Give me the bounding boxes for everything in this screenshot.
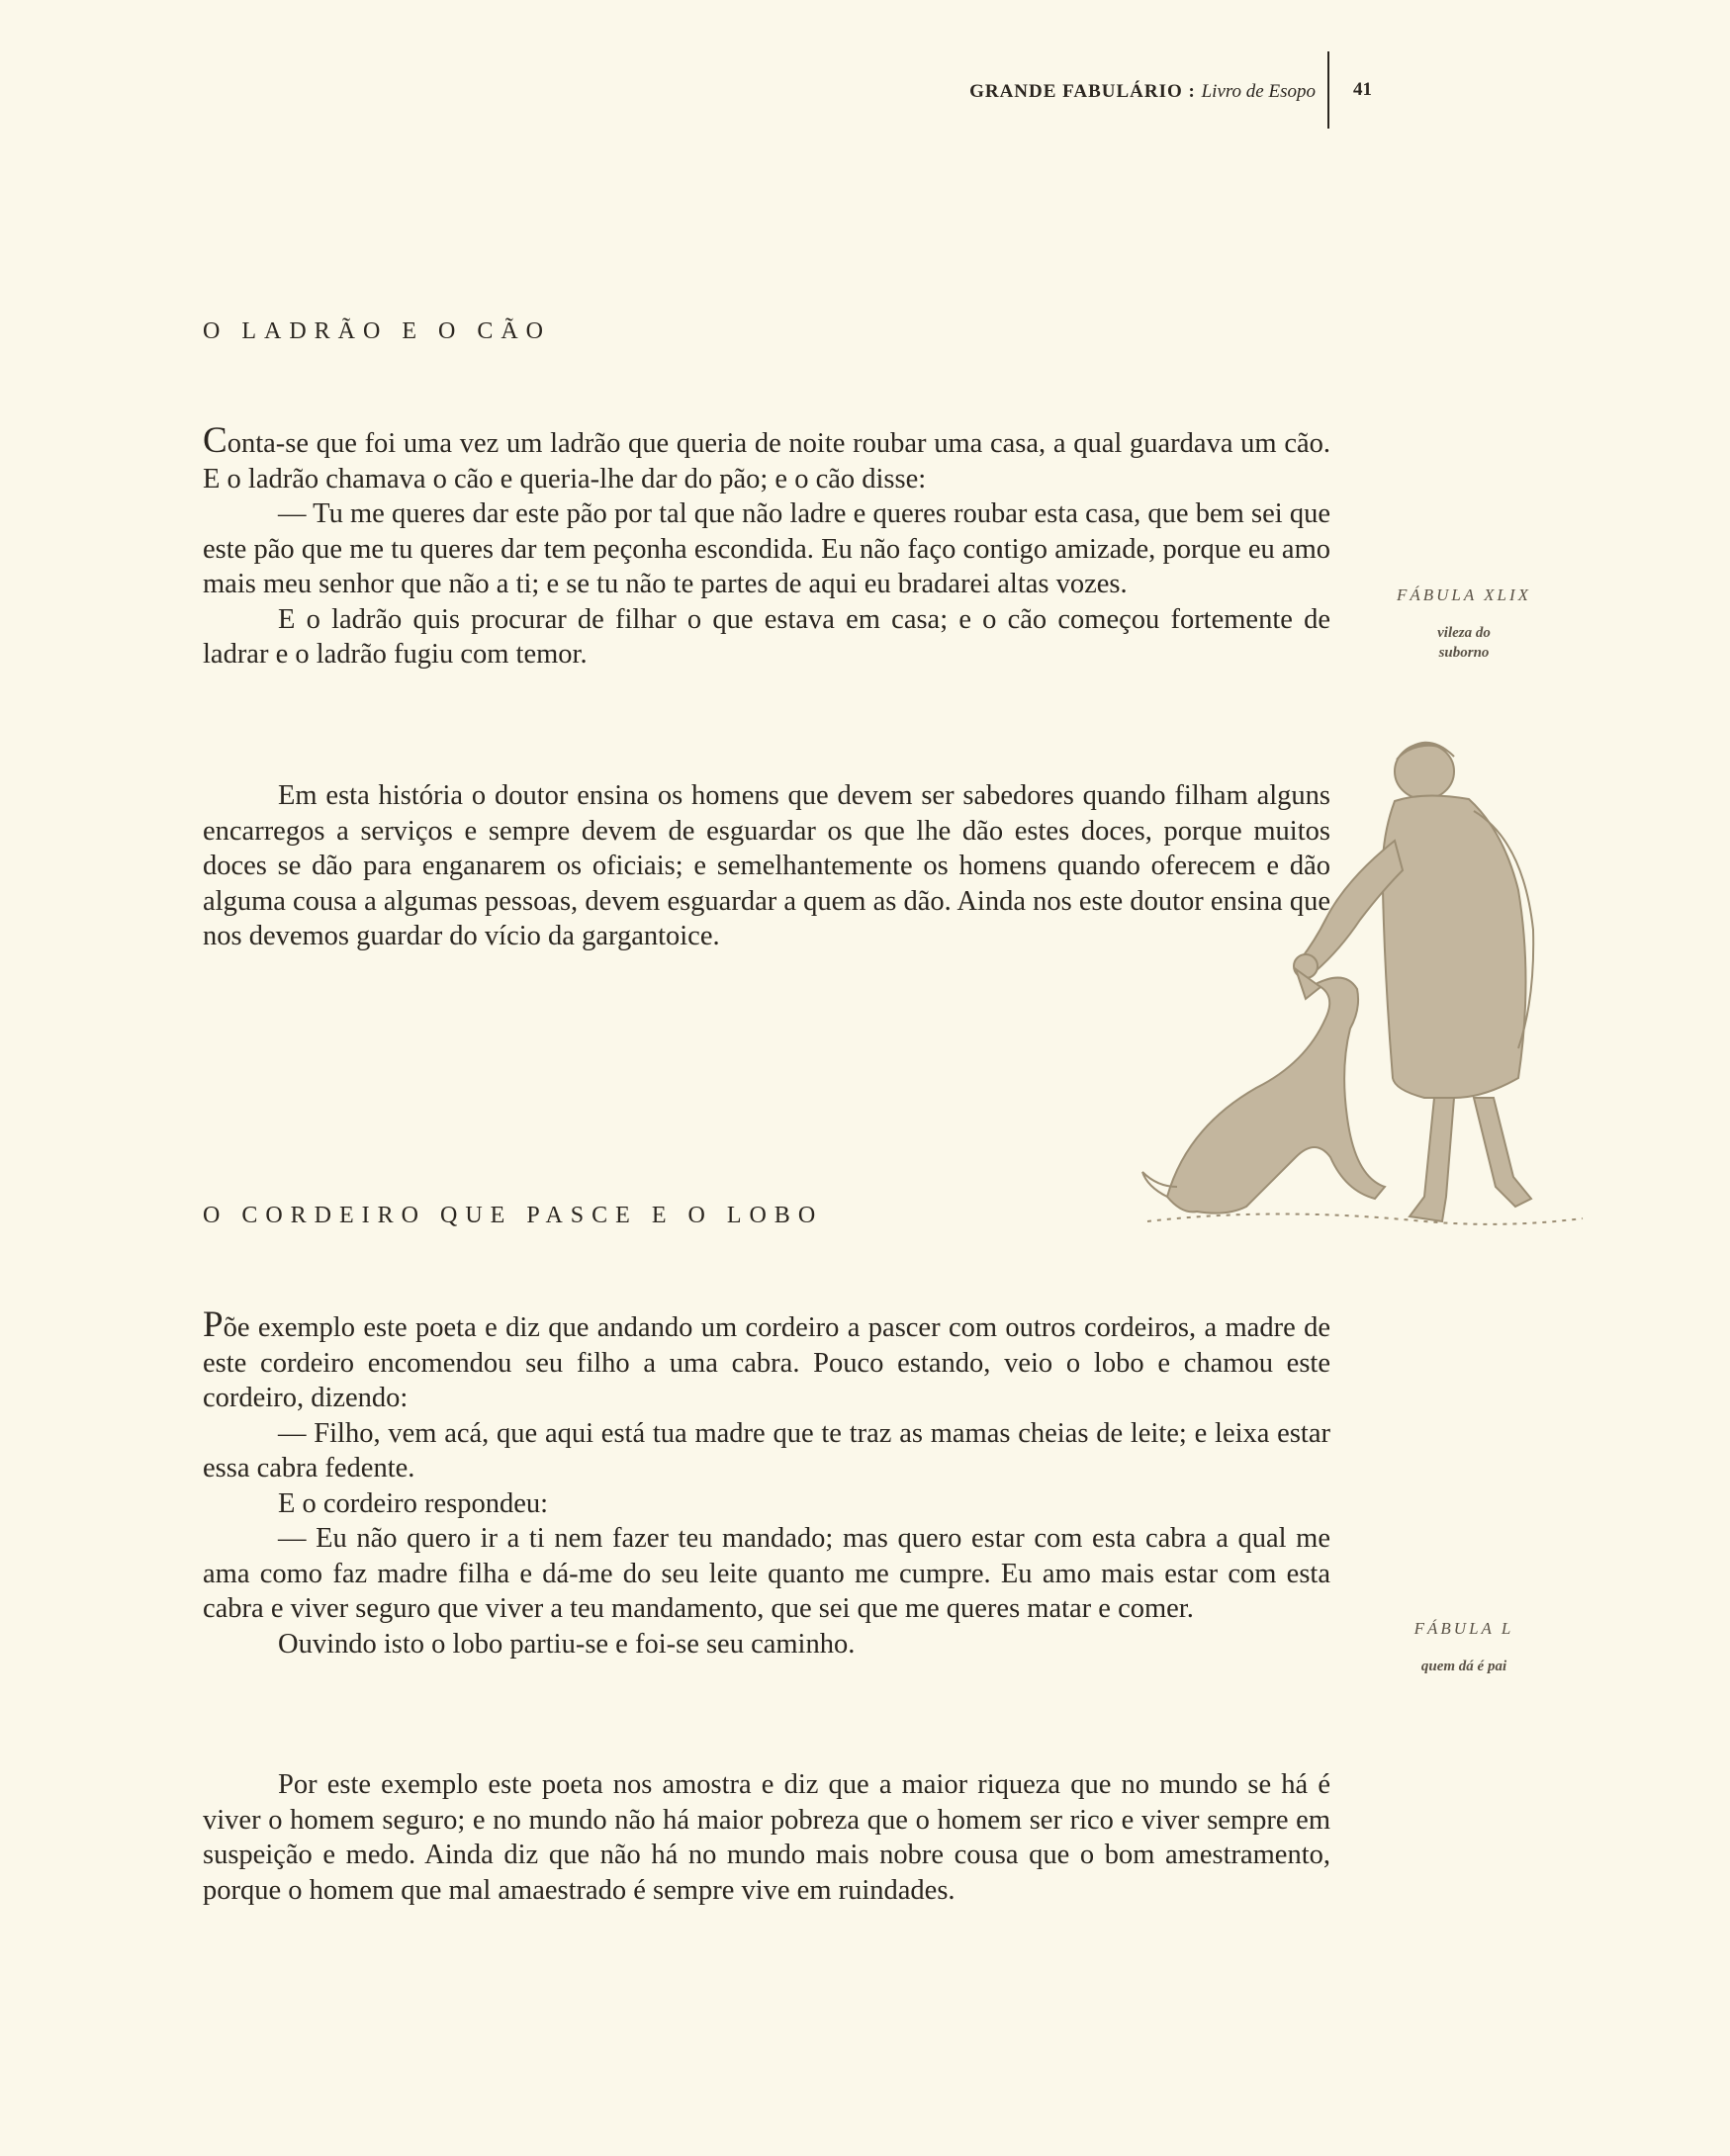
fable-paragraph: E o cordeiro respondeu: — [278, 1487, 549, 1519]
running-header — [851, 81, 1316, 103]
fable-paragraph: — Filho, vem acá, que aqui está tua madre que te traz as mamas cheias de leite; e leixa estar essa cabra fedente. — [203, 1417, 1330, 1483]
running-title: GRANDE FABULÁRIO : — [969, 81, 1196, 102]
fable-title: O LADRÃO E O CÃO — [203, 318, 551, 344]
thief-and-dog-woodcut — [1128, 722, 1602, 1276]
fable-paragraph: — Tu me queres dar este pão por tal que não ladre e queres roubar esta casa, que bem sei que este pão que me tu queres dar tem peçonha escondida. Eu não faço contigo amizade, porque eu amo mais meu senhor que não a ti; e se tu não te partes de aqui eu bradarei altas vozes. — [203, 498, 1330, 599]
moral-paragraph: Por este exemplo este poeta nos amostra e diz que a maior riqueza que no mundo se há é viver o homem seguro; e no mundo não há maior pobreza que o homem ser rico e viver sempre em suspeição e medo. Ainda diz que não há no mundo mais nobre cousa que o bom amestramento, porque o homem que mal amaestrado é sempre vive em ruindades. — [203, 1769, 1330, 1906]
margin-gloss: vileza do suborno — [1437, 625, 1491, 661]
fable-number: FÁBULA XLIX — [1396, 585, 1532, 604]
margin-note — [1365, 585, 1563, 663]
running-book-title: Livro de Esopo — [1201, 81, 1316, 102]
header-divider — [1327, 51, 1329, 129]
fable-paragraph: Ouvindo isto o lobo partiu-se e foi-se seu caminho. — [278, 1628, 856, 1660]
margin-note — [1365, 1619, 1563, 1676]
fable-paragraph: Põe exemplo este poeta e diz que andando um cordeiro a pascer com outros cordeiros, a madre de este cordeiro encomendou seu filho a uma cabra. Pouco estando, veio o lobo e chamou este cordeiro, dizendo: — [203, 1304, 1330, 1413]
fable-title: O CORDEIRO QUE PASCE E O LOBO — [203, 1203, 824, 1228]
drop-cap: C — [203, 420, 228, 461]
margin-gloss: quem dá é pai — [1420, 1659, 1507, 1674]
fable-body — [203, 1304, 1330, 1662]
fable-paragraph: — Eu não quero ir a ti nem fazer teu mandado; mas quero estar com esta cabra a qual me ama como faz madre filha e dá-me do seu leite quanto me cumpre. Eu amo mais estar com esta cabra e viver seguro que viver a teu mandamento, que sei que me queres matar e comer. — [203, 1523, 1330, 1624]
fable-paragraph: E o ladrão quis procurar de filhar o que estava em casa; e o cão começou fortemente de ladrar e o ladrão fugiu com temor. — [203, 603, 1330, 670]
drop-cap: P — [203, 1304, 224, 1345]
fable-body — [203, 420, 1330, 673]
fable-paragraph: Conta-se que foi uma vez um ladrão que queria de noite roubar uma casa, a qual guardava um cão. E o ladrão chamava o cão e queria-lhe dar do pão; e o cão disse: — [203, 420, 1330, 494]
dog-body — [1167, 978, 1385, 1213]
page-number: 41 — [1353, 79, 1372, 100]
fable-moral — [203, 1767, 1330, 1908]
man-leg-right — [1474, 1098, 1531, 1207]
man-leg-left — [1410, 1098, 1454, 1221]
moral-paragraph: Em esta história o doutor ensina os homens que devem ser sabedores quando filham alguns encarregos a serviços e sempre devem de esguardar os que lhe dão estes doces, porque muitos doces se dão para enganarem os oficiais; e semelhantemente os homens quando oferecem e dão alguma cousa a algumas pessoas, devem esguardar a quem as dão. Ainda nos este doutor ensina que nos devemos guardar do vício da gargantoice. — [203, 780, 1330, 951]
ground-line — [1147, 1214, 1583, 1224]
fable-number: FÁBULA L — [1413, 1619, 1514, 1638]
